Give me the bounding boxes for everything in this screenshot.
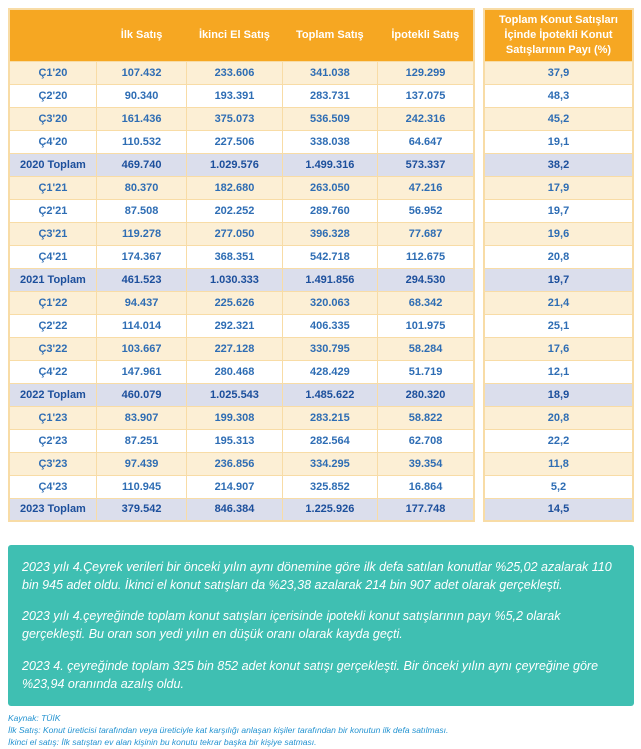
table-row xyxy=(9,199,474,222)
cell-period: Ç3'21 xyxy=(9,222,96,245)
cell-period: Ç2'22 xyxy=(9,314,96,337)
cell-toplam-satis: 320.063 xyxy=(282,291,377,314)
cell-ipotekli-satis: 573.337 xyxy=(378,153,474,176)
table-row xyxy=(9,107,474,130)
table-row xyxy=(484,360,633,383)
cell-toplam-satis: 1.485.622 xyxy=(282,383,377,406)
cell-period: Ç4'20 xyxy=(9,130,96,153)
table-row xyxy=(484,475,633,498)
cell-toplam-satis: 1.225.926 xyxy=(282,498,377,521)
table-row xyxy=(9,222,474,245)
cell-ipotekli-satis: 39.354 xyxy=(378,452,474,475)
cell-ipotekli-satis: 112.675 xyxy=(378,245,474,268)
cell-ipotekli-satis: 62.708 xyxy=(378,429,474,452)
col-header-period xyxy=(9,9,96,61)
cell-ipotekli-pay: 17,9 xyxy=(484,176,633,199)
table-row xyxy=(9,61,474,84)
cell-ilk-satis: 83.907 xyxy=(96,406,186,429)
cell-period: 2021 Toplam xyxy=(9,268,96,291)
cell-ilk-satis: 103.667 xyxy=(96,337,186,360)
cell-ipotekli-satis: 68.342 xyxy=(378,291,474,314)
table-row xyxy=(9,314,474,337)
cell-ikinci-el-satis: 225.626 xyxy=(187,291,282,314)
cell-ilk-satis: 379.542 xyxy=(96,498,186,521)
table-row xyxy=(9,429,474,452)
cell-ikinci-el-satis: 214.907 xyxy=(187,475,282,498)
cell-toplam-satis: 334.295 xyxy=(282,452,377,475)
cell-period: Ç3'22 xyxy=(9,337,96,360)
cell-ikinci-el-satis: 227.506 xyxy=(187,130,282,153)
cell-ipotekli-pay: 17,6 xyxy=(484,337,633,360)
cell-ipotekli-satis: 47.216 xyxy=(378,176,474,199)
cell-ikinci-el-satis: 199.308 xyxy=(187,406,282,429)
table-row xyxy=(484,61,633,84)
table-row xyxy=(9,176,474,199)
summary-paragraph: 2023 4. çeyreğinde toplam 325 bin 852 adet konut satışı gerçekleşti. Bir önceki yılın aynı çeyreğine göre %23,94 oranında azalış oldu. xyxy=(22,658,599,691)
cell-ipotekli-satis: 77.687 xyxy=(378,222,474,245)
cell-ikinci-el-satis: 182.680 xyxy=(187,176,282,199)
cell-ipotekli-pay: 5,2 xyxy=(484,475,633,498)
cell-toplam-satis: 406.335 xyxy=(282,314,377,337)
cell-ilk-satis: 94.437 xyxy=(96,291,186,314)
table-row xyxy=(9,337,474,360)
cell-ilk-satis: 87.251 xyxy=(96,429,186,452)
cell-ilk-satis: 147.961 xyxy=(96,360,186,383)
cell-ilk-satis: 110.532 xyxy=(96,130,186,153)
cell-ipotekli-satis: 294.530 xyxy=(378,268,474,291)
cell-ilk-satis: 107.432 xyxy=(96,61,186,84)
cell-ipotekli-pay: 21,4 xyxy=(484,291,633,314)
cell-ikinci-el-satis: 846.384 xyxy=(187,498,282,521)
cell-ikinci-el-satis: 1.029.576 xyxy=(187,153,282,176)
cell-period: Ç1'23 xyxy=(9,406,96,429)
cell-period: Ç2'23 xyxy=(9,429,96,452)
cell-toplam-satis: 325.852 xyxy=(282,475,377,498)
col-header-ipotekli-pay: Toplam Konut Satışları İçinde İpotekli Konut Satışlarının Payı (%) xyxy=(484,9,633,61)
table-row xyxy=(484,176,633,199)
table-row xyxy=(9,360,474,383)
cell-period: Ç2'20 xyxy=(9,84,96,107)
cell-ipotekli-pay: 45,2 xyxy=(484,107,633,130)
total-row xyxy=(9,383,474,406)
cell-ipotekli-pay: 22,2 xyxy=(484,429,633,452)
cell-ipotekli-pay: 19,7 xyxy=(484,199,633,222)
cell-toplam-satis: 396.328 xyxy=(282,222,377,245)
cell-ikinci-el-satis: 277.050 xyxy=(187,222,282,245)
cell-ilk-satis: 87.508 xyxy=(96,199,186,222)
table-row xyxy=(9,245,474,268)
total-row xyxy=(9,498,474,521)
cell-ipotekli-pay: 14,5 xyxy=(484,498,633,521)
cell-ipotekli-pay: 38,2 xyxy=(484,153,633,176)
cell-ipotekli-pay: 19,6 xyxy=(484,222,633,245)
cell-ikinci-el-satis: 1.025.543 xyxy=(187,383,282,406)
table-row xyxy=(484,429,633,452)
cell-period: 2022 Toplam xyxy=(9,383,96,406)
tables-row xyxy=(8,8,634,522)
table-row xyxy=(484,337,633,360)
cell-ilk-satis: 460.079 xyxy=(96,383,186,406)
footnotes xyxy=(8,712,634,749)
table-row xyxy=(484,107,633,130)
cell-ilk-satis: 469.740 xyxy=(96,153,186,176)
cell-period: Ç1'20 xyxy=(9,61,96,84)
cell-toplam-satis: 542.718 xyxy=(282,245,377,268)
table-row xyxy=(9,291,474,314)
cell-ipotekli-pay: 12,1 xyxy=(484,360,633,383)
col-header-ilk-satis: İlk Satış xyxy=(96,9,186,61)
sales-table-body xyxy=(9,61,474,521)
cell-toplam-satis: 263.050 xyxy=(282,176,377,199)
cell-ikinci-el-satis: 193.391 xyxy=(187,84,282,107)
cell-period: Ç4'23 xyxy=(9,475,96,498)
table-row xyxy=(484,245,633,268)
table-row xyxy=(484,222,633,245)
cell-ilk-satis: 174.367 xyxy=(96,245,186,268)
footnote-line: İlk Satış: Konut üreticisi tarafından veya üreticiyle kat karşılığı anlaşan kişiler tarafından bir konutun ilk defa satılması. xyxy=(8,725,449,736)
table-row xyxy=(9,406,474,429)
cell-toplam-satis: 330.795 xyxy=(282,337,377,360)
cell-period: Ç2'21 xyxy=(9,199,96,222)
cell-toplam-satis: 283.215 xyxy=(282,406,377,429)
table-row xyxy=(484,84,633,107)
cell-ikinci-el-satis: 202.252 xyxy=(187,199,282,222)
cell-ikinci-el-satis: 368.351 xyxy=(187,245,282,268)
cell-ilk-satis: 110.945 xyxy=(96,475,186,498)
total-row xyxy=(484,383,633,406)
cell-toplam-satis: 338.038 xyxy=(282,130,377,153)
cell-ipotekli-pay: 19,7 xyxy=(484,268,633,291)
table-row xyxy=(484,314,633,337)
cell-ipotekli-satis: 56.952 xyxy=(378,199,474,222)
table-row xyxy=(9,130,474,153)
cell-ipotekli-pay: 48,3 xyxy=(484,84,633,107)
footnote-line: Kaynak: TÜİK xyxy=(8,712,61,723)
cell-ikinci-el-satis: 233.606 xyxy=(187,61,282,84)
cell-ikinci-el-satis: 227.128 xyxy=(187,337,282,360)
summary-paragraph: 2023 yılı 4.çeyreğinde toplam konut satışları içerisinde ipotekli konut satışlarının payı %5,2 olarak gerçekleşti. Bu oran son yedi yılın en düşük oranı olarak kayda geçti. xyxy=(22,609,561,642)
summary-box xyxy=(8,545,634,706)
cell-ilk-satis: 161.436 xyxy=(96,107,186,130)
summary-paragraph: 2023 yılı 4.Çeyrek verileri bir önceki yılın aynı dönemine göre ilk defa satılan konutlar %25,02 azalarak 110 bin 945 adet oldu. İkinci el konut satışları da %23,38 azalarak 214 bin 907 adet olarak gerçekleşti. xyxy=(22,560,612,593)
cell-ipotekli-satis: 64.647 xyxy=(378,130,474,153)
cell-ipotekli-satis: 242.316 xyxy=(378,107,474,130)
cell-ikinci-el-satis: 280.468 xyxy=(187,360,282,383)
table-row xyxy=(484,452,633,475)
cell-ikinci-el-satis: 292.321 xyxy=(187,314,282,337)
cell-ipotekli-satis: 129.299 xyxy=(378,61,474,84)
cell-period: Ç1'22 xyxy=(9,291,96,314)
sales-table xyxy=(8,8,475,522)
cell-ipotekli-pay: 20,8 xyxy=(484,406,633,429)
cell-ilk-satis: 90.340 xyxy=(96,84,186,107)
table-row xyxy=(484,199,633,222)
cell-toplam-satis: 283.731 xyxy=(282,84,377,107)
cell-ilk-satis: 461.523 xyxy=(96,268,186,291)
cell-period: 2020 Toplam xyxy=(9,153,96,176)
table-row xyxy=(9,475,474,498)
cell-ipotekli-satis: 137.075 xyxy=(378,84,474,107)
cell-ipotekli-satis: 177.748 xyxy=(378,498,474,521)
cell-ipotekli-satis: 51.719 xyxy=(378,360,474,383)
cell-ikinci-el-satis: 375.073 xyxy=(187,107,282,130)
table-row xyxy=(484,291,633,314)
cell-ipotekli-pay: 11,8 xyxy=(484,452,633,475)
col-header-toplam-satis: Toplam Satış xyxy=(282,9,377,61)
header-row xyxy=(9,9,474,61)
cell-ipotekli-pay: 25,1 xyxy=(484,314,633,337)
sales-table-header xyxy=(9,9,474,61)
cell-ikinci-el-satis: 1.030.333 xyxy=(187,268,282,291)
col-header-ipotekli-satis: İpotekli Satış xyxy=(378,9,474,61)
cell-ipotekli-pay: 20,8 xyxy=(484,245,633,268)
cell-toplam-satis: 341.038 xyxy=(282,61,377,84)
cell-ipotekli-pay: 19,1 xyxy=(484,130,633,153)
cell-ipotekli-pay: 18,9 xyxy=(484,383,633,406)
cell-toplam-satis: 536.509 xyxy=(282,107,377,130)
cell-period: Ç4'22 xyxy=(9,360,96,383)
mortgage-share-body xyxy=(484,61,633,521)
total-row xyxy=(9,153,474,176)
table-row xyxy=(9,452,474,475)
table-row xyxy=(484,130,633,153)
cell-ilk-satis: 119.278 xyxy=(96,222,186,245)
cell-toplam-satis: 289.760 xyxy=(282,199,377,222)
cell-ipotekli-pay: 37,9 xyxy=(484,61,633,84)
table-row xyxy=(484,406,633,429)
col-header-ikinci-el-satis: İkinci El Satış xyxy=(187,9,282,61)
footnote-line: İkinci el satış: İlk satıştan ev alan kişinin bu konutu tekrar başka bir kişiye satması. xyxy=(8,737,317,748)
cell-ipotekli-satis: 101.975 xyxy=(378,314,474,337)
cell-toplam-satis: 428.429 xyxy=(282,360,377,383)
cell-ilk-satis: 97.439 xyxy=(96,452,186,475)
total-row xyxy=(484,498,633,521)
cell-period: 2023 Toplam xyxy=(9,498,96,521)
header-row xyxy=(484,9,633,61)
cell-period: Ç1'21 xyxy=(9,176,96,199)
cell-ikinci-el-satis: 236.856 xyxy=(187,452,282,475)
table-row xyxy=(9,84,474,107)
mortgage-share-header xyxy=(484,9,633,61)
cell-ilk-satis: 114.014 xyxy=(96,314,186,337)
cell-period: Ç4'21 xyxy=(9,245,96,268)
cell-toplam-satis: 1.491.856 xyxy=(282,268,377,291)
total-row xyxy=(484,268,633,291)
cell-toplam-satis: 1.499.316 xyxy=(282,153,377,176)
cell-ipotekli-satis: 280.320 xyxy=(378,383,474,406)
mortgage-share-table xyxy=(483,8,634,522)
cell-ilk-satis: 80.370 xyxy=(96,176,186,199)
total-row xyxy=(9,268,474,291)
cell-period: Ç3'23 xyxy=(9,452,96,475)
cell-period: Ç3'20 xyxy=(9,107,96,130)
total-row xyxy=(484,153,633,176)
cell-ipotekli-satis: 58.822 xyxy=(378,406,474,429)
cell-ipotekli-satis: 16.864 xyxy=(378,475,474,498)
cell-ipotekli-satis: 58.284 xyxy=(378,337,474,360)
cell-toplam-satis: 282.564 xyxy=(282,429,377,452)
cell-ikinci-el-satis: 195.313 xyxy=(187,429,282,452)
